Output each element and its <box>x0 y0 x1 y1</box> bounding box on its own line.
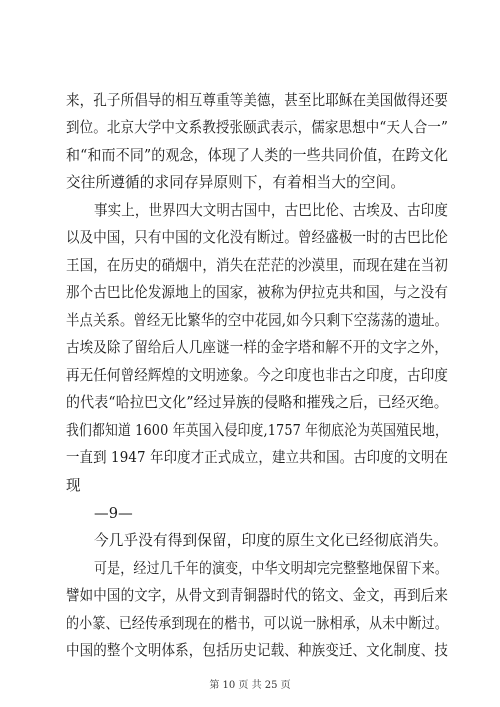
text-line: 我们都知道 1600 年英国入侵印度,1757 年彻底沦为英国殖民地， <box>66 422 448 439</box>
text-line: 一直到 1947 年印度才正式成立，建立共和国。古印度的文明在 <box>66 449 448 466</box>
text-line: 交往所遵循的求同存异原则下，有着相当大的空间。 <box>66 174 406 191</box>
text-line: 和“和而不同”的观念，体现了人类的一些共同价值，在跨文化 <box>66 147 448 164</box>
text-line: 的代表“哈拉巴文化”经过异族的侵略和摧残之后，已经灭绝。 <box>66 394 448 411</box>
text-line: 那个古巴比伦发源地上的国家，被称为伊拉克共和国，与之没有 <box>66 284 448 301</box>
text-line: 王国，在历史的硝烟中，消失在茫茫的沙漠里，而现在建在当初 <box>66 257 448 274</box>
text-line: 到位。北京大学中文系教授张颐武表示，儒家思想中“天人合一” <box>66 119 448 136</box>
text-line: 今几乎没有得到保留，印度的原生文化已经彻底消失。 <box>94 532 448 549</box>
page-marker: —9— <box>94 505 133 522</box>
paragraph-start-line: 事实上，世界四大文明古国中，古巴比伦、古埃及、古印度 <box>94 202 448 219</box>
text-line: 以及中国，只有中国的文化没有断过。曾经盛极一时的古巴比伦 <box>66 229 448 246</box>
text-line: 古埃及除了留给后人几座谜一样的金字塔和解不开的文字之外， <box>66 339 448 356</box>
text-line: 现 <box>66 477 81 494</box>
text-line: 半点关系。曾经无比繁华的空中花园,如今只剩下空荡荡的遗址。 <box>66 312 448 329</box>
text-line: 再无任何曾经辉煌的文明迹象。今之印度也非古之印度，古印度 <box>66 367 448 384</box>
text-line: 譬如中国的文字，从骨文到青铜器时代的铭文、金文，再到后来 <box>66 587 448 604</box>
page-footer: 第 10 页 共 25 页 <box>209 680 291 691</box>
text-line: 来，孔子所倡导的相互尊重等美德，甚至比耶稣在美国做得还要 <box>66 92 448 109</box>
paragraph-start-line: 可是，经过几千年的演变，中华文明却完完整整地保留下来。 <box>94 560 448 577</box>
text-line: 的小篆、已经传承到现在的楷书，可以说一脉相承，从未中断过。 <box>66 615 448 632</box>
text-line: 中国的整个文明体系，包括历史记载、种族变迁、文化制度、技 <box>66 642 448 659</box>
